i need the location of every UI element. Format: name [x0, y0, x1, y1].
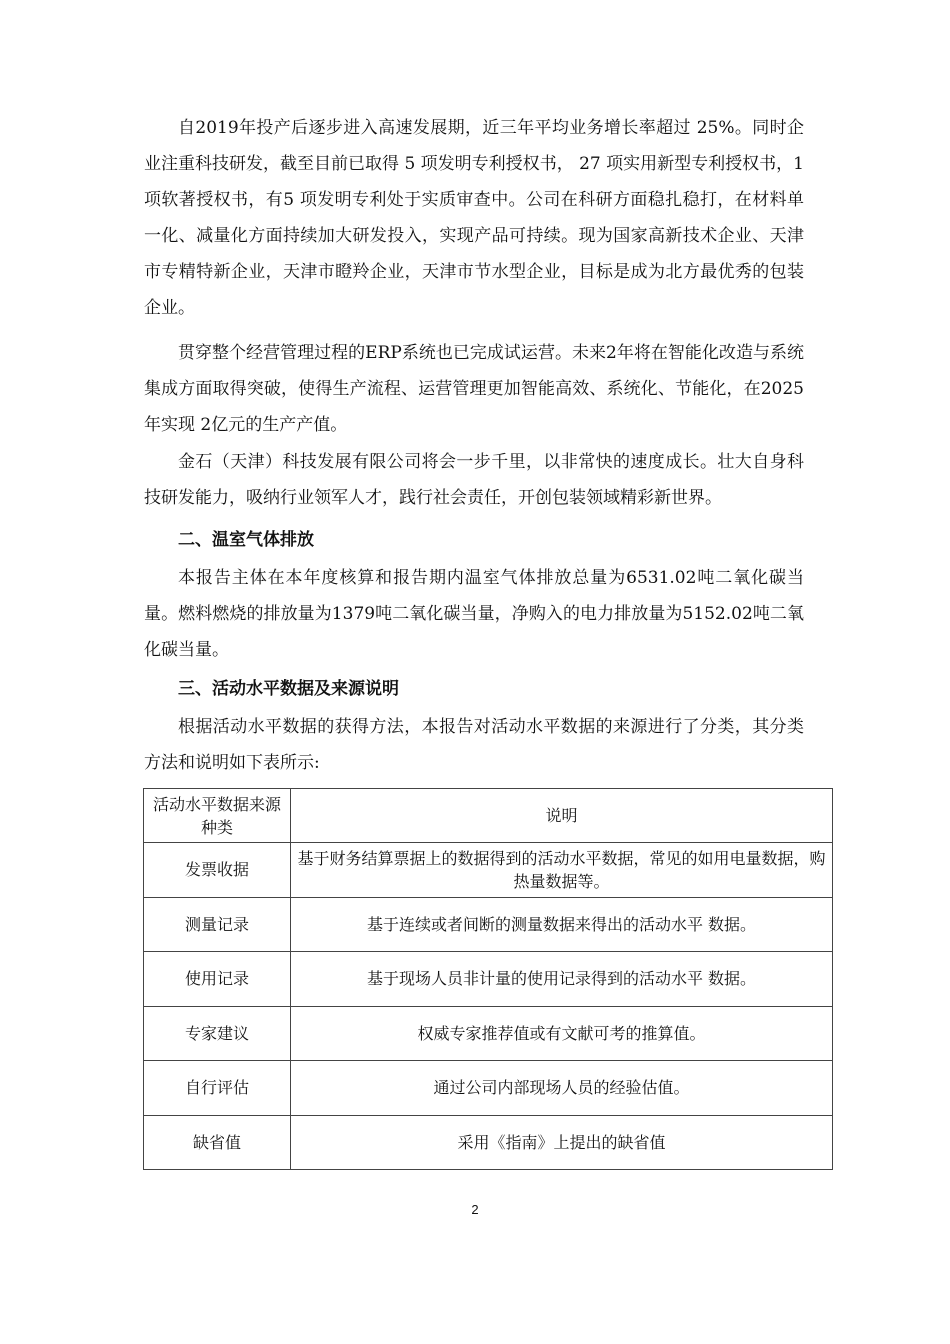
activity-data-sources-table	[143, 788, 833, 1170]
table-cell-source-type: 测量记录	[144, 897, 291, 952]
table-cell-description: 权威专家推荐值或有文献可考的推算值。	[291, 1006, 833, 1061]
table-cell-description: 通过公司内部现场人员的经验估值。	[291, 1061, 833, 1116]
table-cell-source-type: 自行评估	[144, 1061, 291, 1116]
table-row	[144, 1006, 833, 1061]
table-row	[144, 1115, 833, 1170]
erp-paragraph: 贯穿整个经营管理过程的ERP系统也已完成试运营。未来2年将在智能化改造与系统集成方面取得突破，使得生产流程、运营管理更加智能高效、系统化、节能化，在2025 年实现 2亿元的生产产值。	[144, 343, 804, 435]
table-header-row	[144, 789, 833, 843]
table-row	[144, 1061, 833, 1116]
table-row	[144, 952, 833, 1007]
table-cell-source-type: 缺省值	[144, 1115, 291, 1170]
table-row	[144, 897, 833, 952]
company-growth-paragraph: 自2019年投产后逐步进入高速发展期，近三年平均业务增长率超过 25%。同时企业注重科技研发，截至目前已取得 5 项发明专利授权书， 27 项实用新型专利授权书，1项软著授权书，有5 项发明专利处于实质审查中。公司在科研方面稳扎稳打，在材料单一化、减量化方面持续加大研发投入，实现产品可持续。现为国家高新技术企业、天津市专精特新企业，天津市瞪羚企业，天津市节水型企业，目标是成为北方最优秀的包装企业。	[144, 118, 804, 318]
section-heading-activity-data: 三、活动水平数据及来源说明	[178, 679, 399, 699]
table-header-cell: 说明	[291, 789, 833, 843]
table-cell-source-type: 使用记录	[144, 952, 291, 1007]
table-cell-description: 基于现场人员非计量的使用记录得到的活动水平 数据。	[291, 952, 833, 1007]
page-number: 2	[471, 1202, 479, 1217]
table-cell-description: 基于连续或者间断的测量数据来得出的活动水平 数据。	[291, 897, 833, 952]
section-heading-ghg-emissions: 二、温室气体排放	[178, 530, 314, 550]
table-cell-source-type: 发票收据	[144, 843, 291, 898]
table-row	[144, 843, 833, 898]
activity-data-intro-paragraph: 根据活动水平数据的获得方法，本报告对活动水平数据的来源进行了分类，其分类方法和说明如下表所示:	[144, 717, 804, 773]
table-header-cell: 活动水平数据来源种类	[144, 789, 291, 843]
table-cell-description: 采用《指南》上提出的缺省值	[291, 1115, 833, 1170]
table-cell-source-type: 专家建议	[144, 1006, 291, 1061]
ghg-emissions-paragraph: 本报告主体在本年度核算和报告期内温室气体排放总量为6531.02吨二氧化碳当量。燃料燃烧的排放量为1379吨二氧化碳当量，净购入的电力排放量为5152.02吨二氧化碳当量。	[144, 568, 804, 660]
company-outlook-paragraph: 金石（天津）科技发展有限公司将会一步千里，以非常快的速度成长。壮大自身科技研发能力，吸纳行业领军人才，践行社会责任，开创包装领域精彩新世界。	[144, 452, 804, 508]
table-cell-description: 基于财务结算票据上的数据得到的活动水平数据，常见的如用电量数据，购热量数据等。	[291, 843, 833, 898]
